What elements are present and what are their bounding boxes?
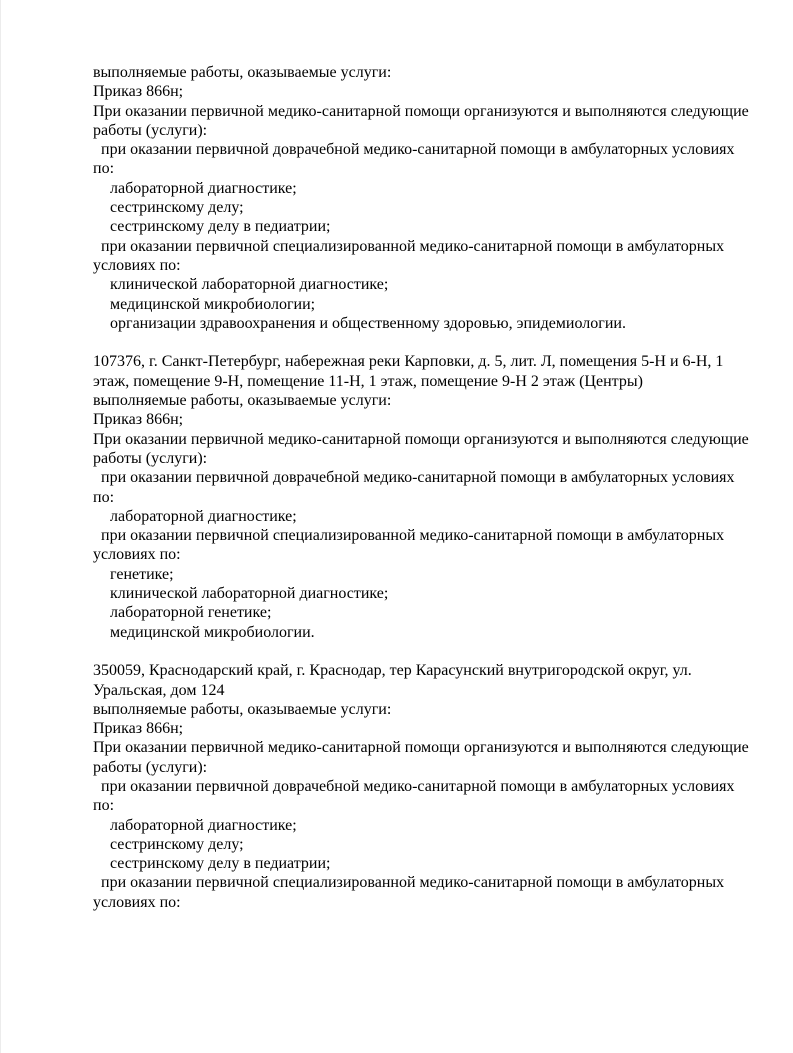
text-line: При оказании первичной медико-санитарной помощи организуются и выполняются следующие xyxy=(93,102,749,120)
services-block-1 xyxy=(93,63,753,333)
text-line: сестринскому делу в педиатрии; xyxy=(110,855,331,873)
text-line: сестринскому делу в педиатрии; xyxy=(110,218,331,236)
address-block-spb xyxy=(93,352,753,641)
text-line: При оказании первичной медико-санитарной помощи организуются и выполняются следующие xyxy=(93,430,749,448)
text-line: генетике; xyxy=(110,565,174,583)
text-line: при оказании первичной специализированной медико-санитарной помощи в амбулаторных xyxy=(101,527,725,545)
text-line: 107376, г. Санкт-Петербург, набережная реки Карповки, д. 5, лит. Л, помещения 5-Н и 6-Н, 1 xyxy=(93,353,724,371)
text-line: При оказании первичной медико-санитарной помощи организуются и выполняются следующие xyxy=(93,739,749,757)
text-line: лабораторной генетике; xyxy=(110,604,272,622)
text-line: лабораторной диагностике; xyxy=(110,816,297,834)
text-line: работы (услуги): xyxy=(93,121,208,139)
text-line: лабораторной диагностике; xyxy=(110,179,297,197)
text-line: организации здравоохранения и общественному здоровью, эпидемиологии. xyxy=(110,314,626,332)
text-line: Приказ 866н; xyxy=(93,720,184,738)
text-line: сестринскому делу; xyxy=(110,199,244,217)
text-line: медицинской микробиологии; xyxy=(110,295,316,313)
text-line: клинической лабораторной диагностике; xyxy=(110,585,389,603)
text-line: при оказании первичной специализированной медико-санитарной помощи в амбулаторных xyxy=(101,874,725,892)
text-line: медицинской микробиологии. xyxy=(110,623,315,641)
text-line: условиях по: xyxy=(93,893,181,911)
text-line: 350059, Краснодарский край, г. Краснодар, тер Карасунский внутригородской округ, ул. xyxy=(93,662,692,680)
text-line: Приказ 866н; xyxy=(93,83,184,101)
text-line: условиях по: xyxy=(93,256,181,274)
text-line: по: xyxy=(93,160,115,178)
text-line: Уральская, дом 124 xyxy=(93,681,225,699)
text-line: работы (услуги): xyxy=(93,758,208,776)
text-line: работы (услуги): xyxy=(93,449,208,467)
text-line: лабораторной диагностике; xyxy=(110,507,297,525)
text-line: при оказании первичной специализированной медико-санитарной помощи в амбулаторных xyxy=(101,237,725,255)
text-line: выполняемые работы, оказываемые услуги: xyxy=(93,392,392,410)
text-line: Приказ 866н; xyxy=(93,411,184,429)
text-line: условиях по: xyxy=(93,546,181,564)
text-line: выполняемые работы, оказываемые услуги: xyxy=(93,64,392,81)
text-line: сестринскому делу; xyxy=(110,835,244,853)
text-line: при оказании первичной доврачебной медико-санитарной помощи в амбулаторных условиях xyxy=(101,469,735,487)
text-line: выполняемые работы, оказываемые услуги: xyxy=(93,700,392,718)
text-line: по: xyxy=(93,797,115,815)
text-line: по: xyxy=(93,488,115,506)
address-block-krasnodar xyxy=(93,661,753,912)
text-line: при оказании первичной доврачебной медико-санитарной помощи в амбулаторных условиях xyxy=(101,141,735,159)
document-body xyxy=(93,63,753,931)
text-line: клинической лабораторной диагностике; xyxy=(110,276,389,294)
text-line: этаж, помещение 9-Н, помещение 11-Н, 1 этаж, помещение 9-Н 2 этаж (Центры) xyxy=(93,372,643,390)
text-line: при оказании первичной доврачебной медико-санитарной помощи в амбулаторных условиях xyxy=(101,777,735,795)
